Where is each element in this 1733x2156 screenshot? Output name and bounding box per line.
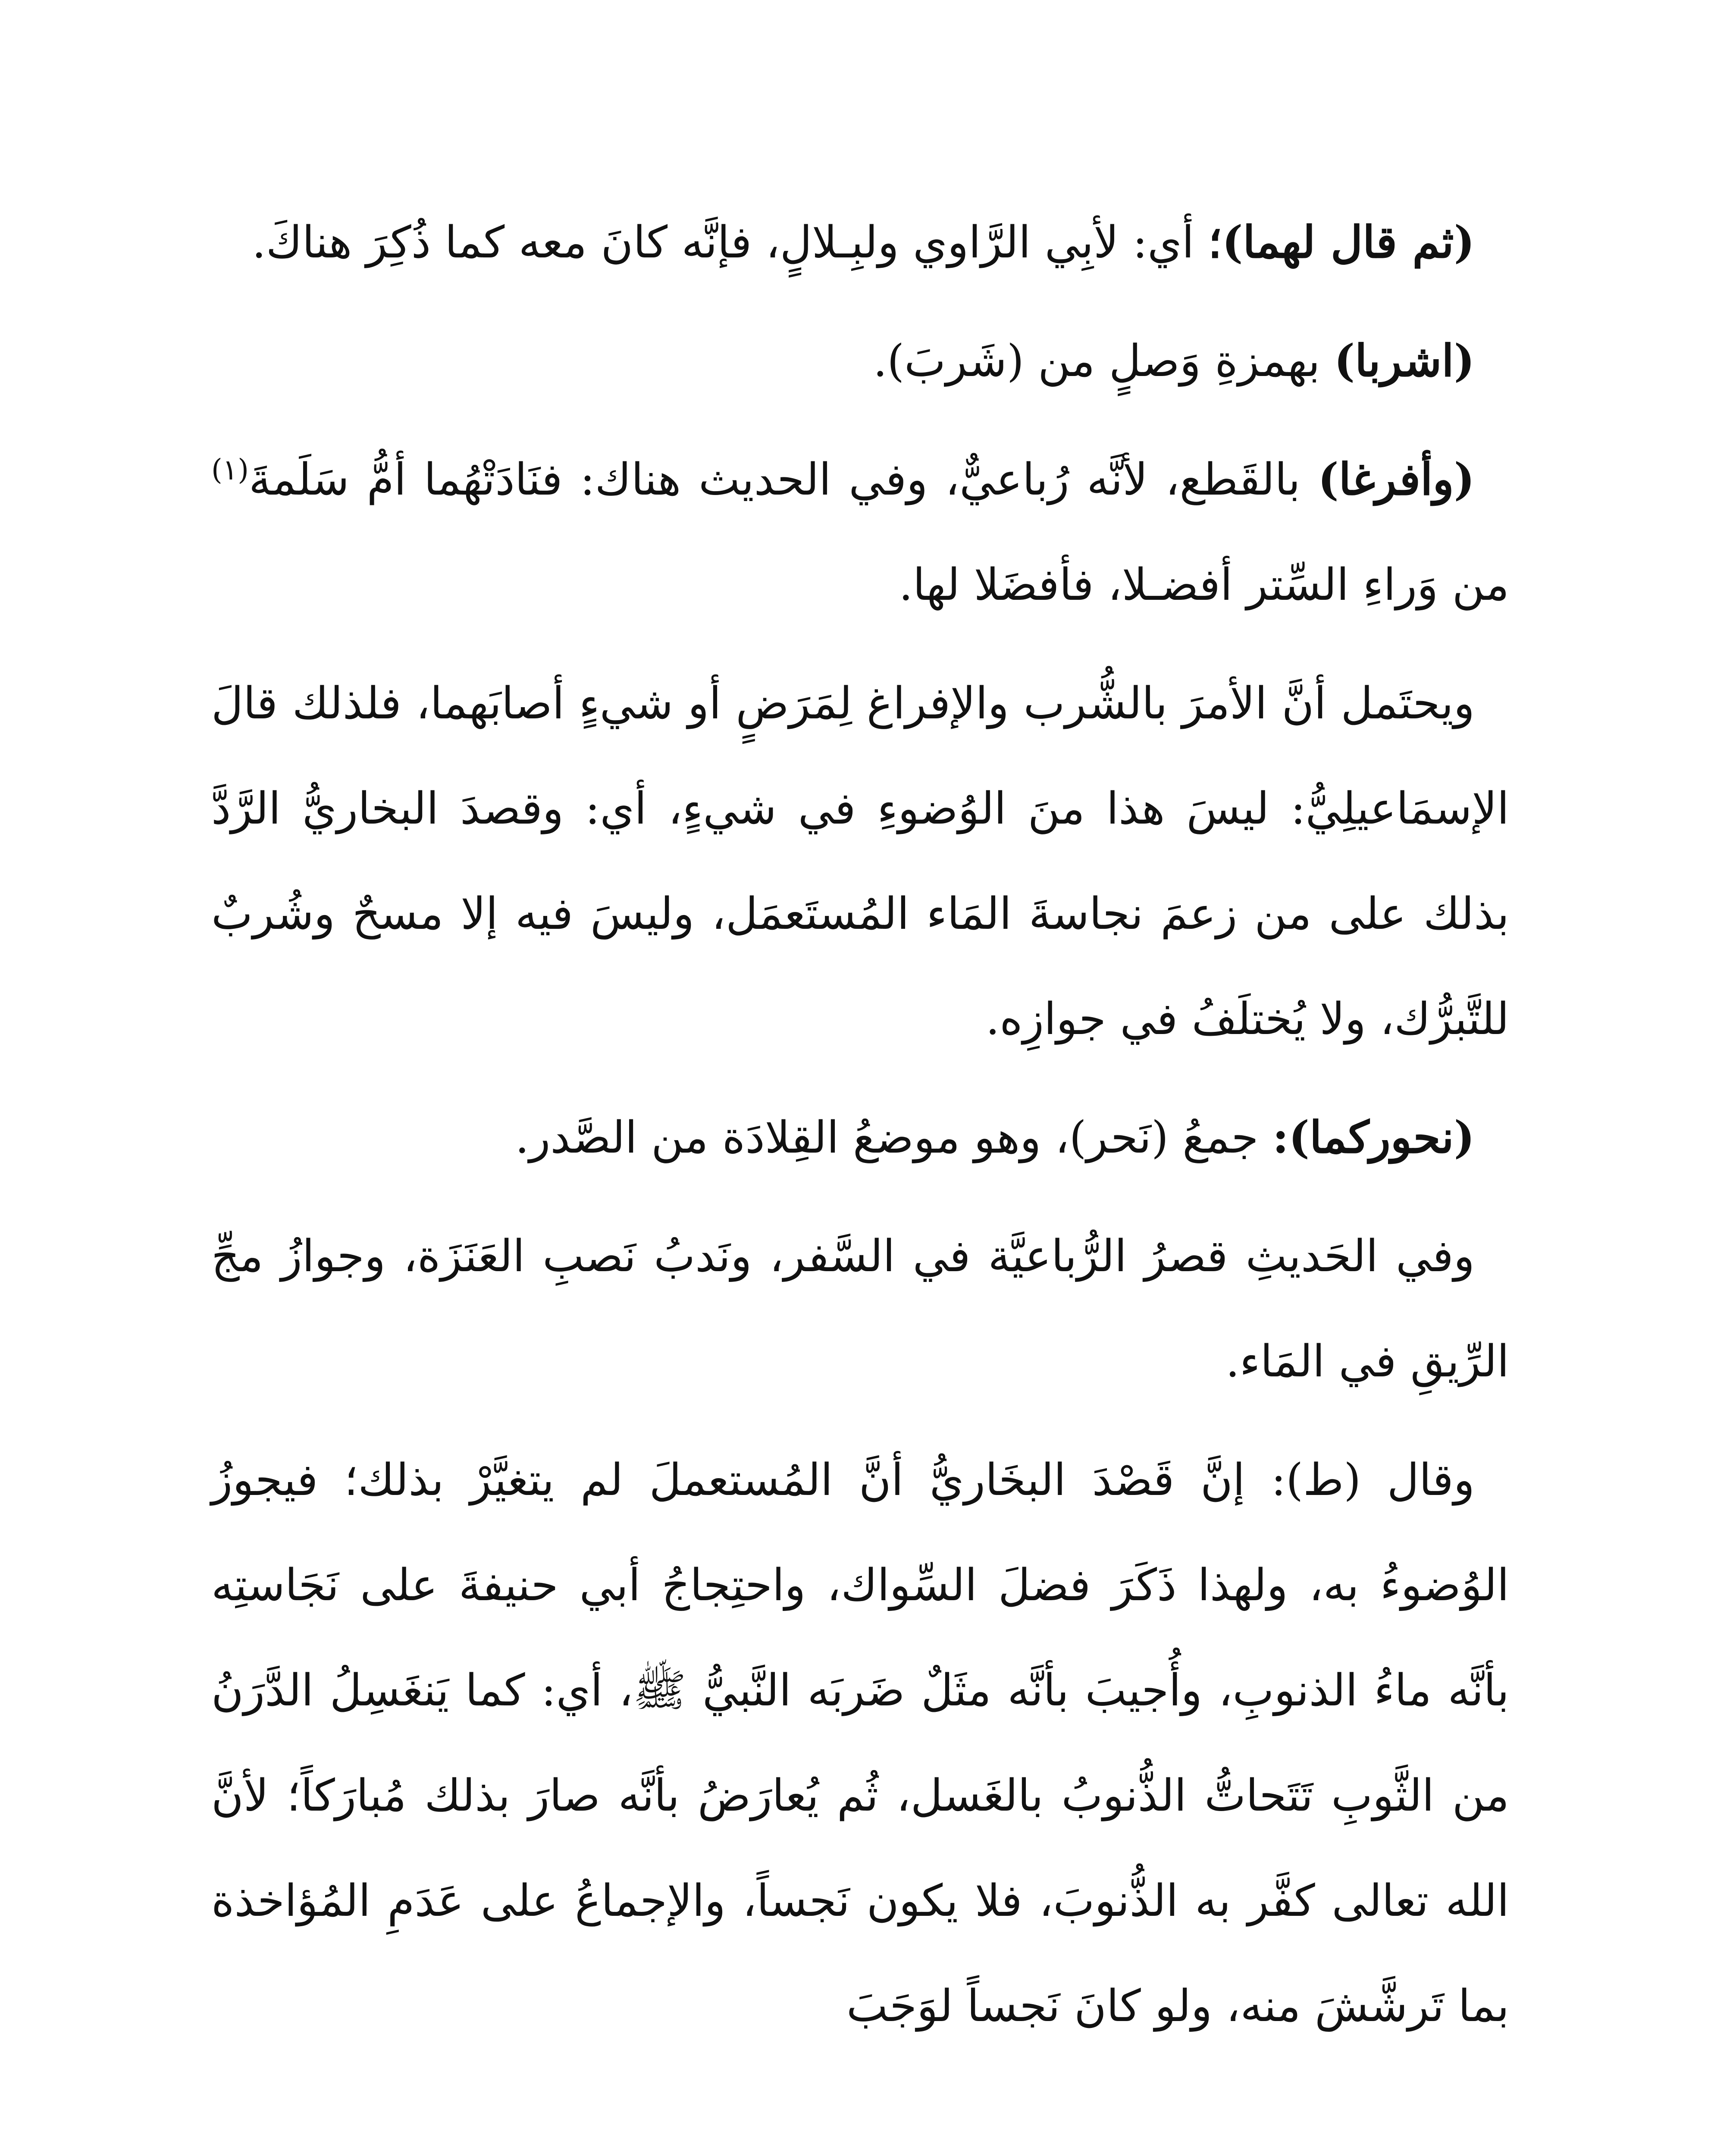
paragraph-4-text: ويحتَمل أنَّ الأمرَ بالشُّرب والإفراغ لِمَرَضٍ أو شيءٍ أصابَهما، فلذلك قالَ الإسمَاعيلِيُّ: ليسَ هذا منَ الوُضوءِ في شيءٍ، أي: وقصدَ البخاريُّ الرَّدَّ بذلك على من زعمَ نجاسةَ المَاء المُستَعمَل، وليسَ فيه إلا مسحٌ وشُربٌ للتَّبرُّك، ولا يُختلَفُ في جوازِه. (211, 678, 1510, 1045)
main-text (211, 190, 1509, 2072)
paragraph-3-text: بالقَطع، لأنَّه رُباعيٌّ، وفي الحديث هناك: فنَادَتْهُما أمُّ سَلَمةَ (248, 454, 1318, 505)
paragraph-1-text: أي: لأبِي الرَّاوي ولبِـلالٍ، فإنَّه كانَ معه كما ذُكِرَ هناكَ. (252, 217, 1208, 268)
paragraph-5-lead: (نحوركما): (1272, 1112, 1475, 1163)
paragraph-6-text: وفي الحَديثِ قصرُ الرُّباعيَّة في السَّفر، ونَدبُ نَصبِ العَنَزَة، وجوازُ مجِّ الرِّيقِ في المَاء. (211, 1231, 1509, 1387)
paragraph-2 (211, 308, 1509, 414)
paragraph-7-text: وقال (ط): إنَّ قَصْدَ البخَاريُّ أنَّ المُستعملَ لم يتغيَّرْ بذلك؛ فيجوزُ الوُضوءُ به، ولهذا ذَكَرَ فضلَ السِّواك، واحتِجاجُ أبي حنيفةَ على نَجَاستِه بأنَّه ماءُ الذنوبِ، وأُجيبَ بأنَّه مثَلٌ ضَربَه النَّبيُّ ﷺ، أي: كما يَنغَسِلُ الدَّرَنُ من الثَّوبِ تَتَحاتُّ الذُّنوبُ بالغَسل، ثُم يُعارَضُ بأنَّه صارَ بذلك مُبارَكاً؛ لأنَّ الله تعالى كفَّر به الذُّنوبَ، فلا يكون نَجساً، والإجماعُ على عَدَمِ المُؤاخذة بما تَرشَّشَ منه، ولو كانَ نَجساً لوَجَبَ (211, 1454, 1509, 2032)
paragraph-7 (211, 1427, 1509, 2059)
paragraph-2-text: بهمزةِ وَصلٍ من (شَربَ). (873, 335, 1334, 387)
paragraph-3-tail: من وَراءِ السِّتر أفضـلا، فأفضَلا لها. (899, 559, 1509, 611)
paragraph-6 (211, 1203, 1509, 1414)
paragraph-4 (211, 651, 1509, 1072)
paragraph-3 (211, 427, 1509, 638)
paragraph-2-lead: (اشربا) (1334, 335, 1475, 387)
paragraph-1-lead: (ثم قال لهما)؛ (1208, 216, 1475, 268)
paragraph-1 (211, 190, 1509, 295)
paragraph-3-lead: (وأفرغا) (1318, 454, 1475, 505)
paragraph-5 (211, 1085, 1509, 1191)
paragraph-5-text: جمعُ (نَحر)، وهو موضعُ القِلادَة من الصَّدر. (515, 1112, 1273, 1163)
footnote-reference[interactable]: (١) (211, 453, 249, 486)
